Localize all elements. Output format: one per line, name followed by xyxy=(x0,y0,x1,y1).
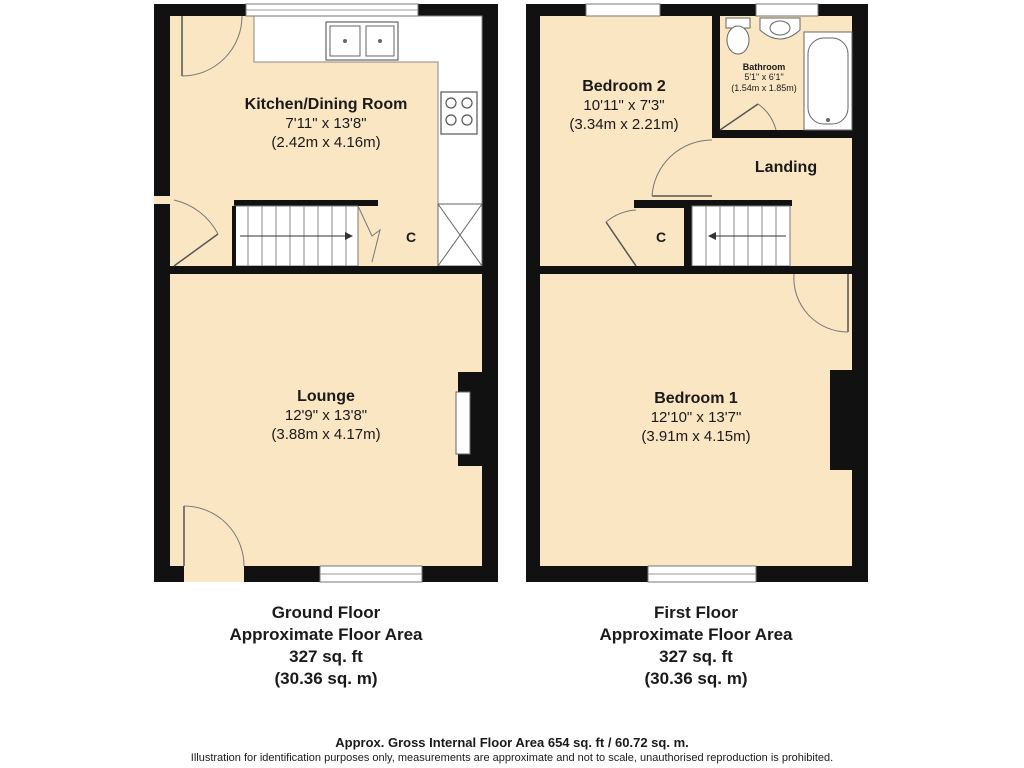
first-floor-name: First Floor xyxy=(653,603,739,622)
bedroom1-metric: (3.91m x 4.15m) xyxy=(641,428,751,445)
bedroom2-imperial: 10'11" x 7'3" xyxy=(583,97,665,114)
bathroom-metric: (1.54m x 1.85m) xyxy=(731,83,797,93)
bedroom1-imperial: 12'10" x 13'7" xyxy=(650,409,742,426)
bedroom2-name: Bedroom 2 xyxy=(582,78,666,95)
first-cupboard-label: C xyxy=(656,229,667,245)
lounge-label xyxy=(271,388,380,444)
first-floor-sqft: 327 sq. ft xyxy=(659,647,733,666)
lounge-fireplace xyxy=(456,372,498,466)
first-floor-caption xyxy=(599,602,792,690)
lounge-imperial: 12'9" x 13'8" xyxy=(284,407,368,424)
kitchen-imperial: 7'11" x 13'8" xyxy=(285,115,367,132)
lounge-metric: (3.88m x 4.17m) xyxy=(271,426,381,443)
toilet-icon xyxy=(726,18,750,54)
landing-label xyxy=(755,159,817,177)
ground-divider-wall xyxy=(232,266,498,274)
ground-stairs xyxy=(234,200,380,266)
bedroom2-window xyxy=(586,4,660,16)
landing-name: Landing xyxy=(754,159,818,176)
sink-icon xyxy=(326,22,398,60)
bedroom2-label xyxy=(569,78,678,134)
kitchen-label xyxy=(245,96,408,152)
ground-floor-sqft: 327 sq. ft xyxy=(289,647,363,666)
ground-cupboard-label: C xyxy=(406,229,417,245)
bedroom1-name: Bedroom 1 xyxy=(654,390,738,407)
first-floor-sqm: (30.36 sq. m) xyxy=(644,669,748,688)
first-stairs xyxy=(692,200,792,266)
bathroom-name: Bathroom xyxy=(742,62,786,72)
first-divider-wall xyxy=(540,266,790,274)
bedroom1-chimney xyxy=(830,370,868,470)
bath-icon xyxy=(804,32,852,130)
bathroom-label xyxy=(731,62,797,94)
total-floor-area: Approx. Gross Internal Floor Area 654 sq. ft / 60.72 sq. m. xyxy=(335,735,689,750)
ground-floor-area-caption: Approximate Floor Area xyxy=(229,625,423,644)
hob-icon xyxy=(441,92,477,134)
bedroom1-label xyxy=(641,390,750,446)
kitchen-name: Kitchen/Dining Room xyxy=(244,96,408,113)
ground-floor-plan xyxy=(154,4,498,582)
disclaimer: Illustration for identification purposes only, measurements are approximate and not to scale, unauthorised reproduction is prohibited. xyxy=(190,752,834,764)
bedroom2-metric: (3.34m x 2.21m) xyxy=(569,116,679,133)
bathroom-window xyxy=(756,4,818,16)
ground-floor-name: Ground Floor xyxy=(271,603,381,622)
ground-floor-sqm: (30.36 sq. m) xyxy=(274,669,378,688)
bathroom-imperial: 5'1" x 6'1" xyxy=(744,72,784,82)
cupboard-cross-icon xyxy=(438,204,482,266)
ground-floor-caption xyxy=(229,602,422,690)
kitchen-metric: (2.42m x 4.16m) xyxy=(271,134,381,151)
lounge-name: Lounge xyxy=(297,388,355,405)
first-floor-area-caption: Approximate Floor Area xyxy=(599,625,793,644)
